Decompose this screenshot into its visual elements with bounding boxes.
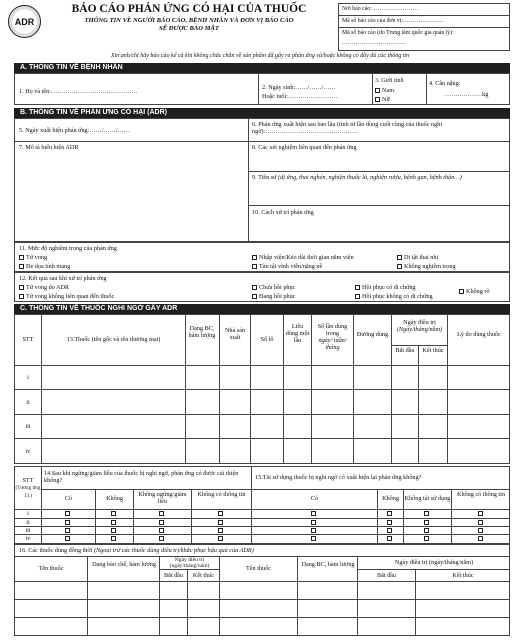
row-stt-ii: ii bbox=[26, 399, 30, 406]
form-subtitle-2: SẼ ĐƯỢC BẢO MẬT bbox=[159, 25, 219, 32]
q15-col-not-reused: Không tái sử dụng bbox=[404, 495, 451, 502]
q15-col-no-info: Không có thông tin bbox=[457, 491, 505, 498]
q14-stt-header bbox=[15, 477, 41, 500]
q15-checkbox[interactable] bbox=[424, 536, 429, 541]
outcome-sequelae-checkbox[interactable] bbox=[355, 284, 416, 291]
severity-not-serious-checkbox[interactable] bbox=[397, 263, 456, 270]
col-header-end: Kết thúc bbox=[422, 347, 444, 354]
outcome-recovering-checkbox[interactable] bbox=[252, 293, 295, 300]
q15-checkbox[interactable] bbox=[311, 511, 316, 516]
q14-checkbox[interactable] bbox=[111, 511, 116, 516]
q15-checkbox[interactable] bbox=[478, 511, 483, 516]
col-header-period bbox=[392, 319, 447, 333]
sex-male-checkbox[interactable] bbox=[375, 87, 394, 94]
q15-checkbox[interactable] bbox=[387, 536, 392, 541]
frequency-label: Số lần dùng trong bbox=[317, 323, 348, 338]
col-header-maker: Nhà sản xuất bbox=[224, 327, 246, 342]
q15-checkbox[interactable] bbox=[424, 528, 429, 533]
outcome-block bbox=[14, 272, 510, 302]
sex-male-label: Nam bbox=[382, 87, 395, 94]
col-header-frequency bbox=[313, 323, 352, 352]
severity-block bbox=[14, 242, 510, 272]
severity-life-threat-checkbox[interactable] bbox=[19, 263, 70, 270]
reaction-date-field[interactable]: 5. Ngày xuất hiện phản ứng:……/……/…… bbox=[19, 127, 130, 134]
checkbox-icon bbox=[19, 264, 24, 269]
period-label: Ngày điều trị bbox=[403, 319, 436, 326]
col-header-lot: Số lô bbox=[260, 336, 274, 343]
severity-birth-defect-checkbox[interactable] bbox=[397, 254, 438, 261]
suspect-drug-table bbox=[14, 314, 510, 464]
q16-right-start: Bắt đầu bbox=[376, 572, 397, 579]
form-title: BÁO CÁO PHẢN ỨNG CÓ HẠI CỦA THUỐC bbox=[71, 3, 307, 15]
checkbox-icon bbox=[355, 294, 360, 299]
outcome-not-recovered-checkbox[interactable] bbox=[252, 284, 295, 291]
q14-col-not-stopped: Không ngừng/giảm liều bbox=[138, 491, 187, 506]
checkbox-icon bbox=[252, 255, 257, 260]
checkbox-icon bbox=[355, 285, 360, 290]
option-label: Nhập viện/Kéo dài thời gian nằm viện bbox=[259, 254, 354, 261]
checkbox-icon bbox=[19, 255, 24, 260]
row-stt-i: i bbox=[27, 374, 29, 381]
q16-question bbox=[19, 547, 509, 554]
treatment-field[interactable]: 10. Cách xử trí phản ứng bbox=[252, 209, 314, 216]
q14-stt-label: STT bbox=[22, 477, 34, 484]
adr-description-field[interactable]: 7. Mô tả biểu hiện ADR bbox=[19, 144, 79, 151]
weight-field[interactable]: ………………kg bbox=[445, 91, 489, 98]
q14-checkbox[interactable] bbox=[65, 536, 70, 541]
q16-label: 16. Các thuốc dùng đồng thời bbox=[19, 547, 93, 554]
form-subtitle-1: THÔNG TIN VỀ NGƯỜI BÁO CÁO, BỆNH NHÂN VÀ ĐƠN VỊ BÁO CÁO bbox=[84, 17, 294, 24]
unit-report-code-field[interactable]: Mã số báo cáo của đơn vị:………………… bbox=[339, 16, 510, 28]
option-label: Tử vong không liên quan đến thuốc bbox=[26, 293, 115, 300]
q14-row-stt: ii bbox=[26, 519, 30, 526]
q14-checkbox[interactable] bbox=[218, 528, 223, 533]
sex-female-label: Nữ bbox=[382, 96, 390, 103]
q14-row-stt: i bbox=[27, 510, 29, 517]
outcome-death-adr-checkbox[interactable] bbox=[19, 284, 69, 291]
option-label: Dị tật thai nhi bbox=[404, 254, 439, 261]
sex-label: 3. Giới tính bbox=[375, 77, 404, 84]
weight-label: 4. Cân nặng: bbox=[429, 80, 461, 87]
checkbox-icon bbox=[459, 289, 464, 294]
q16-left-period: Ngày điều trị (ngày/tháng/năm) bbox=[169, 557, 210, 570]
q16-right-drug-name: Tên thuốc bbox=[246, 565, 271, 572]
q16-right-period: Ngày điều trị (ngày/tháng/năm) bbox=[394, 559, 474, 566]
option-label: Chưa hồi phục bbox=[259, 284, 296, 291]
q15-checkbox[interactable] bbox=[424, 520, 429, 525]
q16-left-end: Kết thúc bbox=[192, 572, 215, 579]
option-label: Đe dọa tính mạng bbox=[26, 263, 71, 270]
dechallenge-rechallenge-table bbox=[14, 466, 510, 544]
q16-left-drug-name: Tên thuốc bbox=[38, 565, 64, 572]
lab-tests-field[interactable]: 8. Các xét nghiệm liên quan đến phản ứng bbox=[252, 144, 357, 151]
q16-hint: (Ngoại trừ các thuốc dùng điều trị/khắc phục hậu quả của ADR) bbox=[93, 547, 254, 554]
q15-checkbox[interactable] bbox=[387, 528, 392, 533]
q15-checkbox[interactable] bbox=[478, 536, 483, 541]
option-label: Tàn tật vĩnh viễn/nặng nề bbox=[259, 263, 323, 270]
q14-checkbox[interactable] bbox=[218, 520, 223, 525]
checkbox-icon bbox=[252, 285, 257, 290]
dob-field[interactable]: 2. Ngày sinh:……/……/…… bbox=[262, 84, 336, 91]
row-stt-iii: iii bbox=[25, 423, 31, 430]
option-label: Tử vong do ADR bbox=[26, 284, 70, 291]
q14-checkbox[interactable] bbox=[65, 511, 70, 516]
period-unit: (Ngày/tháng/năm) bbox=[396, 326, 443, 334]
adr-logo bbox=[8, 5, 41, 38]
checkbox-icon bbox=[19, 285, 24, 290]
sex-female-checkbox[interactable] bbox=[375, 96, 390, 103]
q16-right-end: Kết thúc bbox=[452, 572, 474, 579]
medical-history-field[interactable] bbox=[252, 174, 507, 181]
history-label: 9. Tiền sử bbox=[252, 174, 277, 181]
q14-col-yes: Có bbox=[64, 495, 73, 502]
severity-label: 11. Mức độ nghiêm trọng của phản ứng bbox=[19, 245, 117, 252]
option-label: Không nghiêm trọng bbox=[404, 263, 456, 270]
q14-checkbox[interactable] bbox=[111, 528, 116, 533]
checkbox-icon bbox=[397, 255, 402, 260]
q15-col-yes: Có bbox=[310, 495, 319, 502]
patient-info-block bbox=[14, 73, 510, 105]
adr-info-block bbox=[14, 118, 510, 242]
option-label: Hồi phục có di chứng bbox=[362, 284, 416, 291]
q16-left-start: Bắt đầu bbox=[163, 572, 184, 579]
outcome-label: 12. Kết quả sau khi xử trí phản ứng bbox=[19, 275, 107, 282]
col-header-reason: Lý do dùng thuốc bbox=[457, 331, 501, 338]
q14-row-stt: iii bbox=[25, 527, 31, 534]
q14-col-no-info: Không có thông tin bbox=[197, 491, 246, 498]
q14-checkbox[interactable] bbox=[111, 536, 116, 541]
q15-checkbox[interactable] bbox=[311, 528, 316, 533]
option-label: Không rõ bbox=[466, 288, 490, 295]
q15-col-no: Không bbox=[382, 495, 399, 502]
q15-checkbox[interactable] bbox=[311, 520, 316, 525]
q14-checkbox[interactable] bbox=[159, 511, 164, 516]
section-c-title: C. THÔNG TIN VỀ THUỐC NGHI NGỜ GÂY ADR bbox=[14, 304, 510, 314]
reaction-onset-field[interactable]: 6. Phản ứng xuất hiện sau bao lâu (tính từ lần dùng cuối cùng của thuốc nghi ngờ):……………………………………… bbox=[252, 121, 443, 136]
instruction-note: Xin anh/chị hãy báo cáo kể cả khi không chắc chắn về sản phẩm đã gây ra phản ứng và/hoặc không có đầy đủ các thông tin bbox=[110, 53, 410, 59]
national-report-code-field[interactable]: Mã số báo cáo (do Trung tâm quốc gia quản lý): bbox=[342, 30, 454, 36]
col-header-form: Dạng BC, hàm lượng bbox=[188, 325, 216, 340]
col-header-start: Bắt đầu bbox=[395, 347, 415, 354]
severity-death-checkbox[interactable] bbox=[19, 254, 47, 261]
q14-checkbox[interactable] bbox=[159, 520, 164, 525]
q14-checkbox[interactable] bbox=[218, 536, 223, 541]
severity-hospital-checkbox[interactable] bbox=[252, 254, 354, 261]
q15-checkbox[interactable] bbox=[387, 511, 392, 516]
national-report-code-dots: …………………………… bbox=[342, 40, 406, 46]
q14-checkbox[interactable] bbox=[159, 528, 164, 533]
concomitant-drugs-block bbox=[14, 544, 510, 636]
checkbox-icon bbox=[19, 294, 24, 299]
logo-text: ADR bbox=[14, 17, 35, 27]
report-place-field[interactable]: Nơi báo cáo:…………………… bbox=[339, 4, 510, 16]
q14-stt-hint: (Tương ứng 13.) bbox=[15, 485, 41, 500]
q14-checkbox[interactable] bbox=[111, 520, 116, 525]
q14-checkbox[interactable] bbox=[65, 520, 70, 525]
q14-checkbox[interactable] bbox=[159, 536, 164, 541]
checkbox-icon bbox=[397, 264, 402, 269]
col-header-drug: 13.Thuốc (tên gốc và tên thương mại) bbox=[66, 336, 161, 343]
row-stt-iv: iv bbox=[25, 448, 31, 455]
age-field[interactable]: Hoặc tuổi:…………………… bbox=[262, 93, 338, 100]
history-hint: (dị ứng, thai nghén, nghiện thuốc lá, nghiện rượu, bệnh gan, bệnh thận…) bbox=[278, 174, 462, 181]
q14-col-no: Không bbox=[106, 495, 123, 502]
col-header-stt: STT bbox=[22, 336, 34, 343]
col-header-dose: Liều dùng một lần bbox=[285, 323, 310, 345]
q15-checkbox[interactable] bbox=[478, 528, 483, 533]
checkbox-icon bbox=[375, 97, 380, 102]
severity-disability-checkbox[interactable] bbox=[252, 263, 322, 270]
q16-right-form: Dạng BC, hàm lượng bbox=[301, 561, 355, 568]
section-b-title: B. THÔNG TIN VỀ PHẢN ỨNG CÓ HẠI (ADR) bbox=[14, 108, 510, 118]
report-code-box bbox=[338, 3, 510, 51]
checkbox-icon bbox=[375, 88, 380, 93]
col-header-route: Đường dùng bbox=[356, 331, 389, 338]
outcome-unknown-checkbox[interactable] bbox=[459, 288, 490, 295]
q14-checkbox[interactable] bbox=[218, 511, 223, 516]
q14-row-stt: iv bbox=[25, 535, 31, 542]
q15-checkbox[interactable] bbox=[424, 511, 429, 516]
q15-checkbox[interactable] bbox=[387, 520, 392, 525]
option-label: Hồi phục không có di chứng bbox=[362, 293, 433, 300]
q15-checkbox[interactable] bbox=[478, 520, 483, 525]
option-label: Đang hồi phục bbox=[259, 293, 296, 300]
outcome-no-sequelae-checkbox[interactable] bbox=[355, 293, 433, 300]
option-label: Tử vong bbox=[26, 254, 48, 261]
checkbox-icon bbox=[252, 264, 257, 269]
q15-question: 15.Tái sử dụng thuốc bị nghi ngờ có xuất hiện lại phản ứng không? bbox=[255, 474, 422, 481]
section-a-title: A. THÔNG TIN VỀ BỆNH NHÂN bbox=[14, 63, 510, 73]
q15-checkbox[interactable] bbox=[311, 536, 316, 541]
checkbox-icon bbox=[252, 294, 257, 299]
frequency-unit: ngày/ tuần/ tháng bbox=[318, 337, 347, 352]
patient-name-field[interactable]: 1. Họ và tên:…………………………………… bbox=[19, 88, 138, 95]
outcome-death-unrelated-checkbox[interactable] bbox=[19, 293, 114, 300]
q16-left-form: Dạng bào chế, hàm lượng bbox=[92, 561, 156, 568]
q14-checkbox[interactable] bbox=[65, 528, 70, 533]
q14-question: 14.Sau khi ngừng/giảm liều của thuốc bị nghi ngờ, phản ứng có được cải thiện không? bbox=[44, 470, 239, 485]
